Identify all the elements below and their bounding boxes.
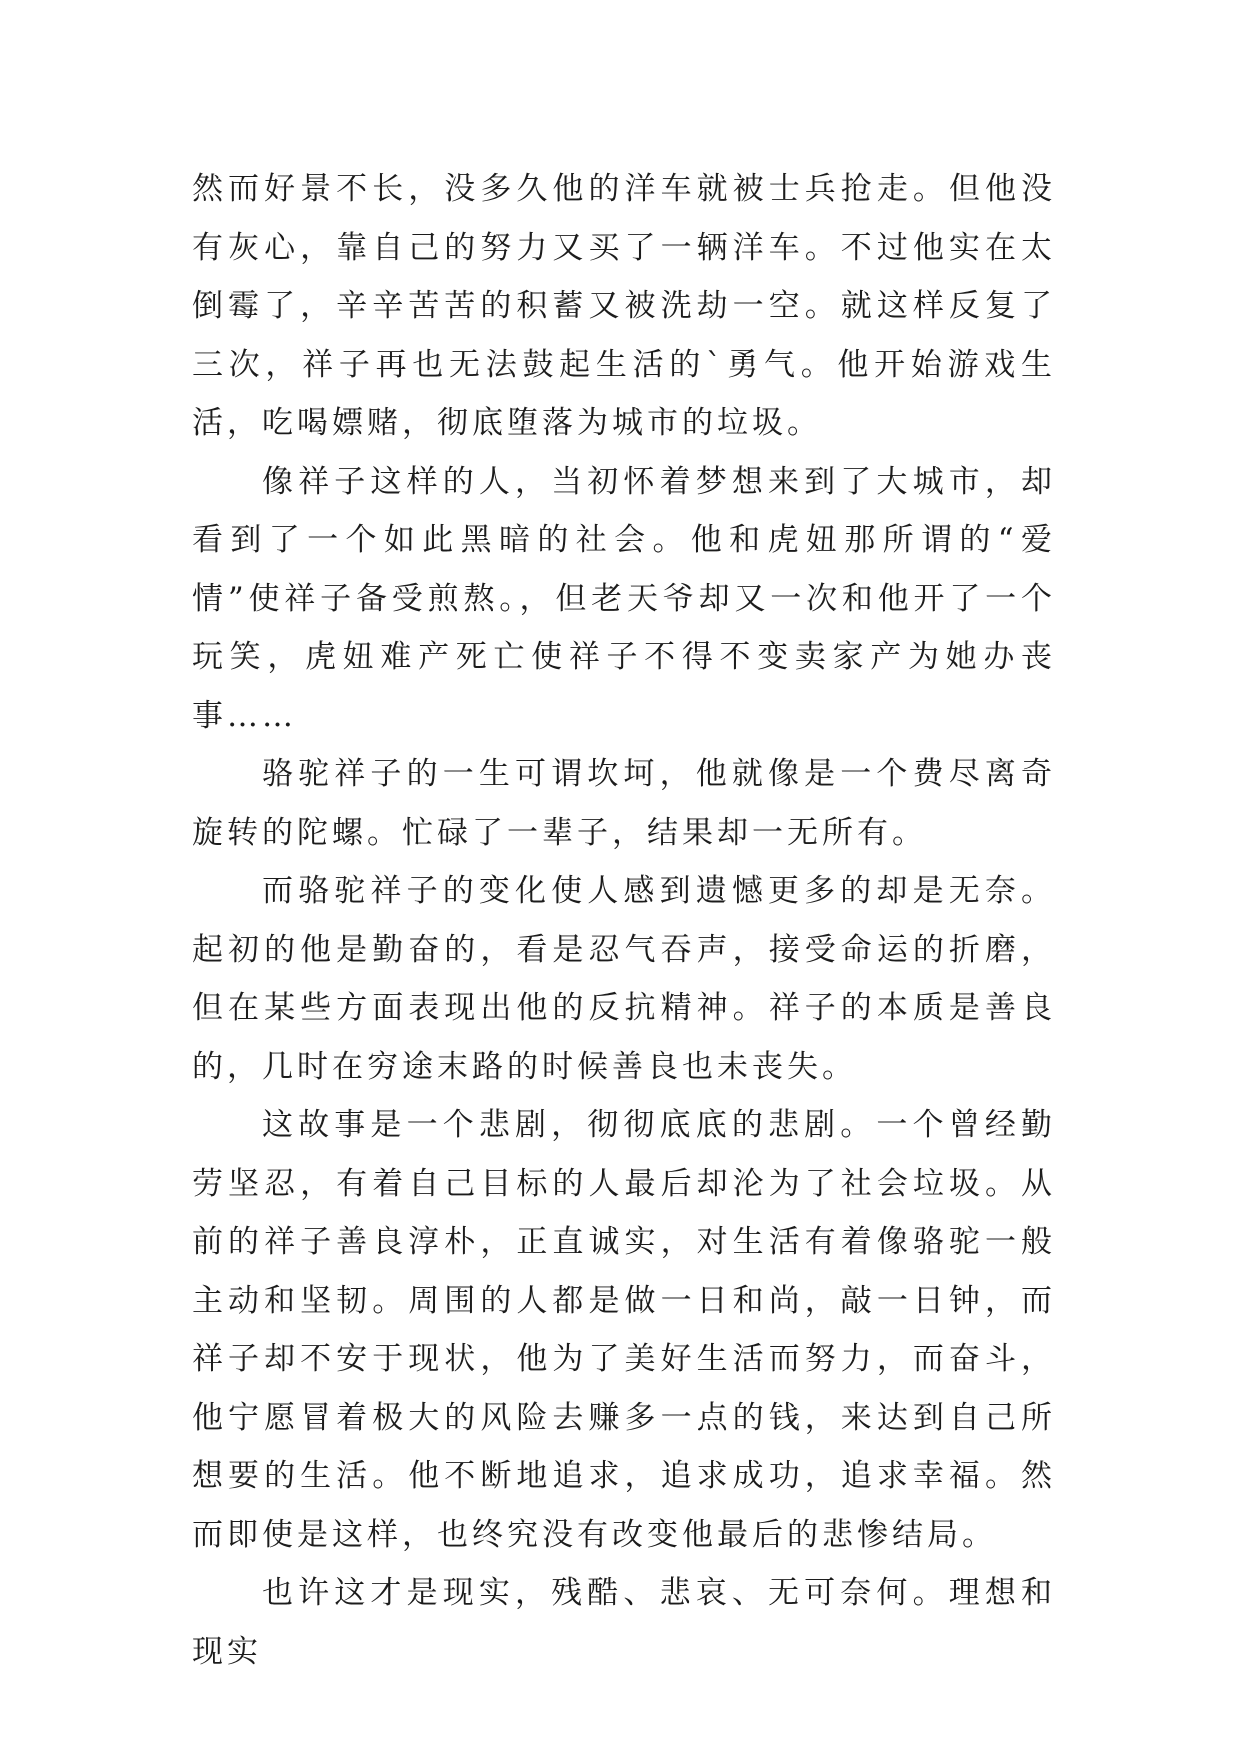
paragraph-1: 然而好景不长，没多久他的洋车就被士兵抢走。但他没有灰心，靠自己的努力又买了一辆洋车。不过他实在太倒霉了，辛辛苦苦的积蓄又被洗劫一空。就这样反复了三次，祥子再也无法鼓起生活的`勇气。他开始游戏生活，吃喝嫖赌，彻底堕落为城市的垃圾。 <box>192 171 1056 441</box>
paragraph-2: 像祥子这样的人，当初怀着梦想来到了大城市，却看到了一个如此黑暗的社会。他和虎妞那所谓的“爱情”使祥子备受煎熬。，但老天爷却又一次和他开了一个玩笑，虎妞难产死亡使祥子不得不变卖家产为她办丧事…… <box>192 463 1056 734</box>
paragraph-6: 也许这才是现实，残酷、悲哀、无可奈何。理想和现实 <box>192 1575 1056 1670</box>
paragraph-3: 骆驼祥子的一生可谓坎坷，他就像是一个费尽离奇旋转的陀螺。忙碌了一辈子，结果却一无所有。 <box>192 756 1056 851</box>
document-body <box>192 160 1056 1681</box>
paragraph-5: 这故事是一个悲剧，彻彻底底的悲剧。一个曾经勤劳坚忍，有着自己目标的人最后却沦为了社会垃圾。从前的祥子善良淳朴，正直诚实，对生活有着像骆驼一般主动和坚韧。周围的人都是做一日和尚，敲一日钟，而祥子却不安于现状，他为了美好生活而努力，而奋斗，他宁愿冒着极大的风险去赚多一点的钱，来达到自己所想要的生活。他不断地追求，追求成功，追求幸福。然而即使是这样，也终究没有改变他最后的悲惨结局。 <box>192 1107 1056 1553</box>
paragraph-4: 而骆驼祥子的变化使人感到遗憾更多的却是无奈。起初的他是勤奋的，看是忍气吞声，接受命运的折磨，但在某些方面表现出他的反抗精神。祥子的本质是善良的，几时在穷途末路的时候善良也未丧失。 <box>192 873 1056 1085</box>
